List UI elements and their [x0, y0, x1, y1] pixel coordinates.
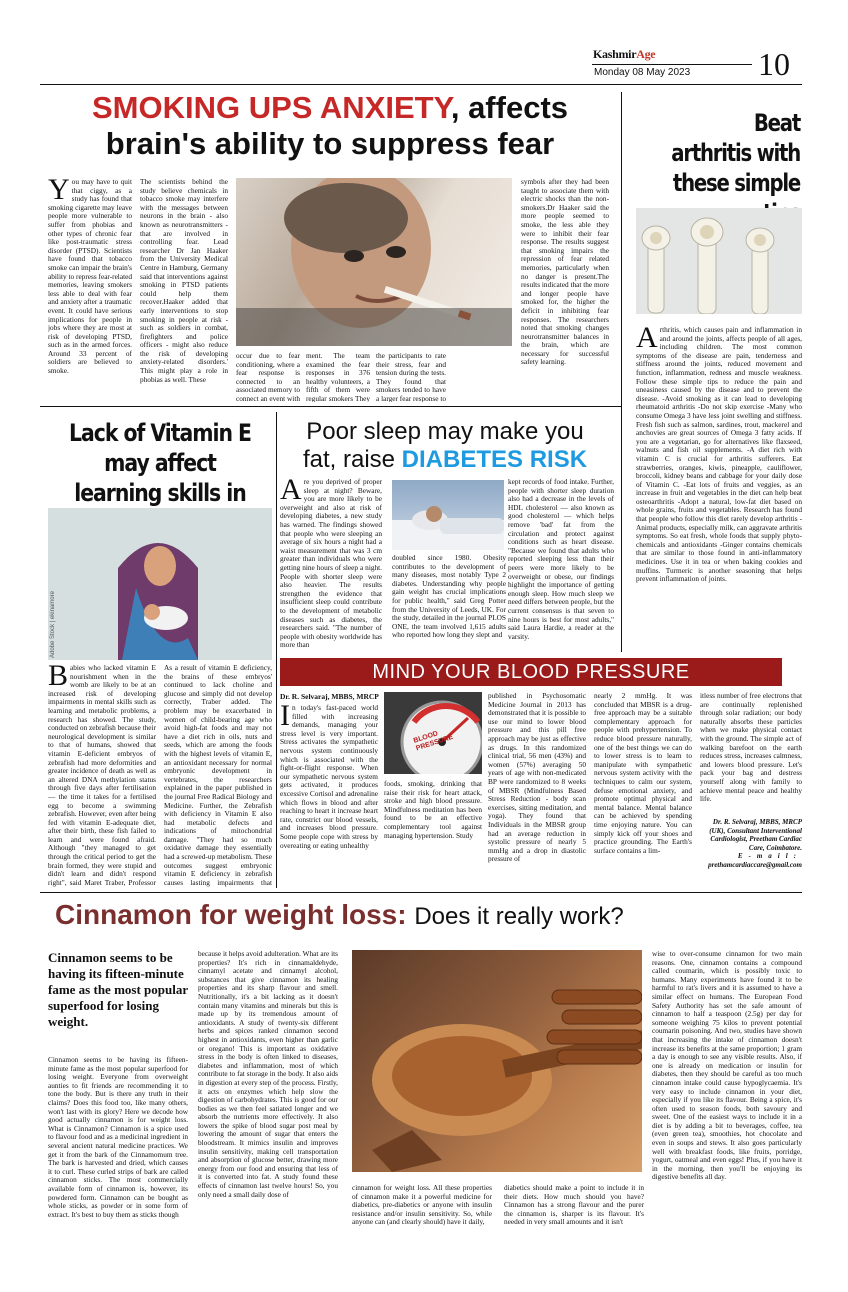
dropcap: B: [48, 664, 69, 692]
blood-pressure-banner: MIND YOUR BLOOD PRESSURE: [280, 658, 782, 686]
blood-text-5: itless number of free electrons that are continually replenished through solar radiation; our body naturally absorbs these particles when we make physical contact with the ground. The simple act of walking barefoot on the earth reduces stress, increases calmness, and lowers blood pressure. Let's pack your bag and destress yourself along with family to achieve mental peace and healthy life.: [700, 692, 802, 804]
arthritis-text: rthritis, which causes pain and inflammation in and around the joints, affects people of all ages, including children. The most common symptoms of the disease are pain, tenderness and stiffness around the joints, reduced movement and function, inflammation, redness and muscle weakness. Follow these simple tips to reduce the pain and uneasiness caused by the disease and to prevent the disease. -Avoid smoking as it can lead to developing rheumatoid arthritis -Do not skip exercise -Many who consume Omega 3 have less joint swelling and stiffness. Fresh fish such as salmon, sardines, trout, mackerel and anchovies are great sources of Omega 3 fatty acids. If you are a vegetarian, go for alternatives like flaxseed, walnuts and fish oil supplements. -A diet rich with vitamin C is crucial for arthritis sufferers. Eat strawberries, oranges, kiwis, pineapple, cauliflower, broccoli, kidney beans and cabbage for your daily dose of Vitamin C. -Eat lots of fruits and veggies, as an increase in fruit and vegetables in the diet can help beat osteoarthritis -Adopt a natural, low-fat diet based on whole grains, fruits and vegetables. Research has found that people who follow this diet rarely develop arthritis -Animal products, especially milk, can aggravate arthritis symptoms. So eat fresh, whole foods that supply phyto-chemicals and antioxidants -Ginger contains chemicals that are similar to those found in anti-inflammatory medicines. Use it in tea or when baking cookies and muffins. Turmeric is another seasoning that helps prevent inflammation of joints.: [636, 326, 802, 584]
blood-text-2: foods, smoking, drinking that raise their risk for heart attack, stroke and high blood pressure. Mindfulness meditation has been found to be an effective complementary tool against managing hypertension. Study: [384, 780, 482, 840]
cinnamon-illustration: [352, 950, 642, 1172]
cinnamon-headline: [55, 898, 775, 934]
cinnamon-photo: [352, 950, 642, 1172]
smoking-text-4: ment. The team examined the fear responses in 376 healthy volunteers, a fifth of them were regular smokers They: [306, 352, 370, 402]
blood-text-1: n today's fast-paced world filled with increasing demands, managing your stress level is very important. Stress activates the sympathetic nervous system continuously which is associated with the fight-or-flight response. When our sympathetic nervous system gets activated, it produces excessive Cortisol and adrenaline which flows in blood and after reaching to heart it increase heart rate, constrict our blood vessels, and increases blood pressure. Some people cope with stress by overeating or eating unhealthy: [280, 704, 378, 850]
blood-text-4: nearly 2 mmHg. It was concluded that MBSR is a drug-free approach may be a suitable complementary approach for people with prehypertension. To reduce blood pressure naturally, one of the best things we can do to lower stress is to learn to manipulate with sympathetic nervous system activity with the techniques to calm our system, defuse emotional anxiety, and promote optimal physical and mental balance. Mental balance can be achieved by spending time enjoying nature. You can simply kick off your shoes and practice grounding. The Earth's surface contains a lim-: [594, 692, 692, 855]
dropcap: I: [280, 704, 290, 732]
sleep-text-1: re you deprived of proper sleep at night? Beware, you are more likely to be overweight and also at risk of developing diabetes, a new study has warned. The findings showed that people who were sleeping an average of six hours a night had a waist measurement that was 3 cm greater than individuals who were getting nine hours of sleep a night. People with shorter sleep were also heavier. The results strengthen the evidence that insufficient sleep could contribute to the development of metabolic diseases such as diabetes, the researchers said. "The number of people with obesity worldwide has more than: [280, 478, 382, 650]
sleep-headline-line1: Poor sleep may make you: [306, 418, 584, 445]
smoking-column-6: [521, 178, 609, 402]
smoking-column-3: [236, 352, 300, 402]
cinnamon-text-5: wise to over-consume cinnamon for two main reasons. One, cinnamon contains a compound called coumarin, which is possibly toxic to humans. Many experiments have found it to be harmful to rat's livers and it is assumed to have a similar effect on humans. The European Food Safety Authority has set the safe amount of cinnamon to half a teaspoon (2.5g) per day for someone weighing 75 kilos to prevent potential coumarin poisoning. And two, studies have shown that increasing the intake of cinnamon doesn't increase its benefits at the same proportion; 1 gram a day is enough to see any visible results. Also, if one is already on medication or insulin for diabetes, then they should be careful as too much cinnamon intake could cause hypoglycaemia. It's very easy to include cinnamon in your diet, especially if you like its flavour. Being a spice, it's often used to season foods, both savoury and sweet. One of the easiest ways to include it in a diet is by adding a bit to beverages, coffee, tea (even green tea), smoothies, hot chocolate and even in soups and stews. It also goes particularly well with breakfast foods, like fruits, porridge, yogurt, oatmeal and even eggs! Plus, if you have it in the morning, then you'll be enjoying its digestive benefits all day.: [652, 950, 802, 1182]
blood-column-1: [280, 704, 378, 888]
vitamin-text-1: abies who lacked vitamin E nourishment when in the womb are likely to be at an increased risk of developing impairments in mental skills such as learning and metabolic problems, a research has showed. The study, conducted on zebrafish because their neurological development is similar to that of humans, showed that vitamin E-deficient embryos of zebrafish had more deformities and greater incidence of death as well as an altered DNA methylation status through five days after fertilisation — the time it takes for a fertilised egg to become a swimming zebrafish. However, even after being fed with vitamin E-adequate diet, after their birth, these fish failed to learn and were found afraid. Although "they managed to get through the critical period to get the brain formed, they were stupid and didn't learn and didn't respond right", said Maret Traber, Professor: [48, 664, 156, 887]
author-signature: [700, 818, 802, 869]
logo-accent-text: Age: [636, 47, 656, 61]
smoking-text-2: The scientists behind the study believe chemicals in tobacco smoke may interfere with the messages between neurons in the brain - also known as neurotransmitters - that are involved in controlling fear. Lead researcher Dr Jan Haaker from the University Medical Centre in Hamburg, Germany said that interventions against smoking in PTSD patients could help them recover.Haaker added that early interventions to stop smoking in people at risk - such as soldiers in combat, firefighters and police officers - might also reduce the risk of developing anxiety-related disorders.' This might play a role in phobias as well. These: [140, 178, 228, 384]
vitamin-headline: Lack of Vitamin E may affect learning skills in: [69, 419, 251, 507]
sleep-headline-plain: fat, raise: [302, 446, 402, 473]
sleep-column-2: [392, 554, 506, 650]
bone-illustration: [636, 208, 802, 314]
arthritis-divider: [621, 92, 622, 652]
cinnamon-column-5: [652, 950, 802, 1246]
sleep-headline: [280, 418, 610, 474]
sleep-text-2: doubled since 1980. Obesity contributes to the development of many diseases, most notably Type 2 diabetes. Understanding why people gain weight has crucial implications for public health," said Greg Potter from the University of Leeds, UK. For the study, detailed in the journal PLOS ONE, the team involved 1,615 adults who reported how long they slept and: [392, 554, 506, 640]
smoking-headline: [50, 90, 610, 162]
blood-column-2: [384, 780, 482, 888]
author-name: Dr. R. Selvaraj, MBBS, MRCP (UK), Consultant Interventional Cardiologist, Preetham Cardiac Care, Coimbatore.: [709, 818, 802, 852]
mother-baby-illustration: [48, 508, 272, 660]
arthritis-body: [636, 326, 802, 646]
blood-column-5: [700, 692, 802, 808]
cinnamon-headline-sub: Does it really work?: [414, 903, 624, 930]
blood-column-4: [594, 692, 692, 888]
cinnamon-column-2: [198, 950, 338, 1246]
cinnamon-lead: Cinnamon seems to be having its fifteen-minute fame as the most popular superfood for losing weight.: [48, 950, 188, 1029]
photo-credit: Adobe Stock | ekinamore: [50, 591, 56, 658]
smoking-bottom-rule: [40, 406, 622, 407]
issue-date: Monday 08 May 2023: [594, 67, 691, 78]
blood-pressure-gauge-photo: [384, 692, 482, 774]
vitamin-divider: [276, 412, 277, 888]
dropcap: A: [280, 478, 302, 506]
smoking-headline-line2: brain's ability to suppress fear: [105, 126, 555, 161]
sleep-photo-illustration: [392, 480, 504, 550]
vitamin-column-2: [164, 664, 272, 888]
smoking-column-5: [376, 352, 446, 402]
blood-text-3: published in Psychosomatic Medicine Journal in 2013 has demonstrated that it is possible to use our mind to lower blood pressure and this pill free approach may be just as effective as drugs. In this randomized clinical trial, 56 men (43%) and women (57%) averaging 50 years of age with non-medicated BP were randomized to 8 weeks of MBSR (Mindfulness Based Stress Reduction - body scan exercises, sitting meditation, and yoga). They found that Individuals in the MBSR group had an average reduction in systolic pressure of nearly 5 mmHg and a drop in diastolic pressure of: [488, 692, 586, 864]
blood-byline: Dr. R. Selvaraj, MBBS, MRCP: [280, 692, 379, 701]
blood-column-3: [488, 692, 586, 888]
sleep-column-3: [508, 478, 614, 650]
smoking-headline-rest: , affects: [450, 90, 569, 125]
smoking-text-6: symbols after they had been taught to associate them with electric shocks than the non-smokers.Dr Haaker said the more people seemed to smoke, the less able they were to inhibit their fear response. The results suggest that smoking impairs the repression of fear related memories, particularly when no danger is present.The results indicated that the more and longer people have smoked for, the higher the deficit in inhibiting fear responses. The researchers noted that smoking changes neurotransmitter balances in the brain, which are necessary for successful safety learning.: [521, 178, 609, 367]
top-rule: [40, 84, 802, 85]
cinnamon-text-3: cinnamon for weight loss. All these properties of cinnamon make it a powerful medicine for diabetics, pre-diabetics or anyone with insulin resistance and/or insulin sensitivity. So, while anyone can (and clearly should) have it daily,: [352, 1184, 492, 1227]
masthead-divider: [592, 64, 752, 65]
cinnamon-top-rule: [40, 892, 802, 893]
logo-text: Kashmir: [593, 47, 637, 61]
smoking-text-1: ou may have to quit that ciggy, as a study has found that smoking cigarette may leave people more vulnerable to suffer from phobias and other types of chronic fear like post-traumatic stress disorder (PTSD). Scientists have found that tobacco smoke can impair the brain's ability to repress fear-related memories, leaving smokers less able to deal with fear and anxiety after a traumatic event. It could have serious implications for people in jobs where they are most at risk of developing PTSD, such as in the armed forces. Around 33 percent of soldiers are believed to smoke.: [48, 178, 132, 376]
cinnamon-headline-main: Cinnamon for weight loss:: [55, 899, 407, 930]
email-label: E-mail:: [737, 852, 802, 860]
smoking-headline-accent: SMOKING UPS ANXIETY: [91, 90, 451, 125]
cinnamon-text-2: because it helps avoid adulteration. What are its properties? It's rich in cinnamaldehyde, cinnamyl acetate and cinnamyl alcohol, substances that give cinnamon its healing properties and its sharp flavour and smell. Nutritionally, it's a bit lacking as it doesn't contain many vitamins and minerals but this is made up by its tremendous amount of antioxidants. A study of twenty-six different herbs and spices ranked cinnamon second highest in antioxidants, even higher than garlic or oregano! This is important as oxidative stress in the body is often linked to diseases, diabetes and inflammation, most of which contribute to fat storage in the body. It also aids in digestion at every step of the process. Firstly, it acts on enzymes which help slow the digestion of carbohydrates. This is good for our bodies as we then feel satiated longer and we absorb the nutrients more effectively. It also lowers the spike of blood sugar post meal by lowering the amount of sugar that enters the bloodstream. It mimics insulin and improves insulin sensitivity, making cell transportation and absorption of glucose better, drawing more energy from our food and ensuring that less of it is converted into fat. A study found these effects of cinnamon last twelve hours! So, you only need a small daily dose of: [198, 950, 338, 1199]
gauge-label: BLOOD PRESSURE: [412, 730, 455, 753]
vitamin-text-2: As a result of vitamin E deficiency, the brains of these embryos' continued to lack choline and glucose and simply did not develop correctly, Traber added. The problem may be exacerbated in women of child-bearing age who avoid high-fat foods and may not have a diet rich in oils, nuts and seeds, which are among the foods with the highest levels of vitamin E, an antioxidant necessary for normal embryonic development in vertebrates, the researchers explained in the paper published in the journal Free Radical Biology and Medicine. Further, the Zebrafish with deficiency in Vitamin E also had metabolic defects and indications of mitochondrial damage. "They had so much oxidative damage they essentially had a screwed-up metabolism. These outcomes suggest embryonic vitamin E deficiency in zebrafish causes lasting impairments that: [164, 664, 272, 887]
sleeping-man-photo: [392, 480, 504, 550]
smoking-column-4: [306, 352, 370, 402]
author-email: prethamcardiaccare@gmail.com: [708, 860, 802, 869]
dropcap: A: [636, 326, 658, 354]
mother-baby-graphic: [48, 508, 272, 660]
smoking-column-1: [48, 178, 132, 400]
smoking-man-photo: [236, 178, 512, 346]
sleep-column-1: [280, 478, 382, 650]
cinnamon-column-4: [504, 1184, 644, 1246]
smoking-text-3: occur due to fear conditioning, where a fear response is connected to an associated memory to connect an event with: [236, 352, 300, 402]
cinnamon-text-4: diabetics should make a point to include it in their diets. How much should you have? Cinnamon has a strong flavour and the purer the cinnamon is, sharper is its flavour. It's needed in very small amounts and it isn't: [504, 1184, 644, 1227]
smoking-column-2: [140, 178, 228, 400]
bone-joint-photo: [636, 208, 802, 314]
arthritis-headline: Beat arthritis with these simple: [671, 109, 800, 197]
sleep-headline-accent: DIABETES RISK: [401, 446, 588, 473]
smoking-photo-illustration: [236, 178, 512, 346]
cinnamon-column-1: [48, 1056, 188, 1246]
masthead-logo: [593, 47, 655, 62]
smoking-text-5: the participants to rate their stress, fear and tension during the tests. They found that smokers tended to have a larger fear response to: [376, 352, 446, 402]
vitamin-column-1: [48, 664, 156, 888]
cinnamon-text-1: Cinnamon seems to be having its fifteen-minute fame as the most popular superfood for losing weight. Everyone from overweight aunties to fit friends are recommending it to tone the body. But is there any truth in their claims? Does this food too, like many others, won't last with its glory? Here we decode how good actually cinnamon is for weight loss. What is Cinnamon? Cinnamon is a spice used to flavour food and as a medicinal ingredient in several ancient natural medicine practices. We get it from the bark of the Cinnamomum tree. The bark is harvested and dried, which causes it to curl. These curled strips of bark are called cinnamon sticks. The most commercially available form of cinnamon is, however, its powdered form. Cinnamon can be bought as whole sticks, as powder or in some form of extract. It's best to buy them as sticks though: [48, 1056, 188, 1219]
cinnamon-column-3: [352, 1184, 492, 1246]
page-number: 10: [758, 46, 790, 82]
sleep-text-3: kept records of food intake. Further, people with shorter sleep duration also had a decrease in the levels of HDL cholesterol — also known as good cholesterol — which helps remove 'bad' fat from the circulation and protect against conditions such as heart disease. "Because we found that adults who reported sleeping less than their peers were more likely to be overweight or obese, our findings highlight the importance of getting enough sleep. How much sleep we need differs between people, but the current consensus is that seven to nine hours is best for most adults," said Laura Hardie, a reader at the varsity.: [508, 478, 614, 641]
dropcap: Y: [48, 178, 70, 206]
